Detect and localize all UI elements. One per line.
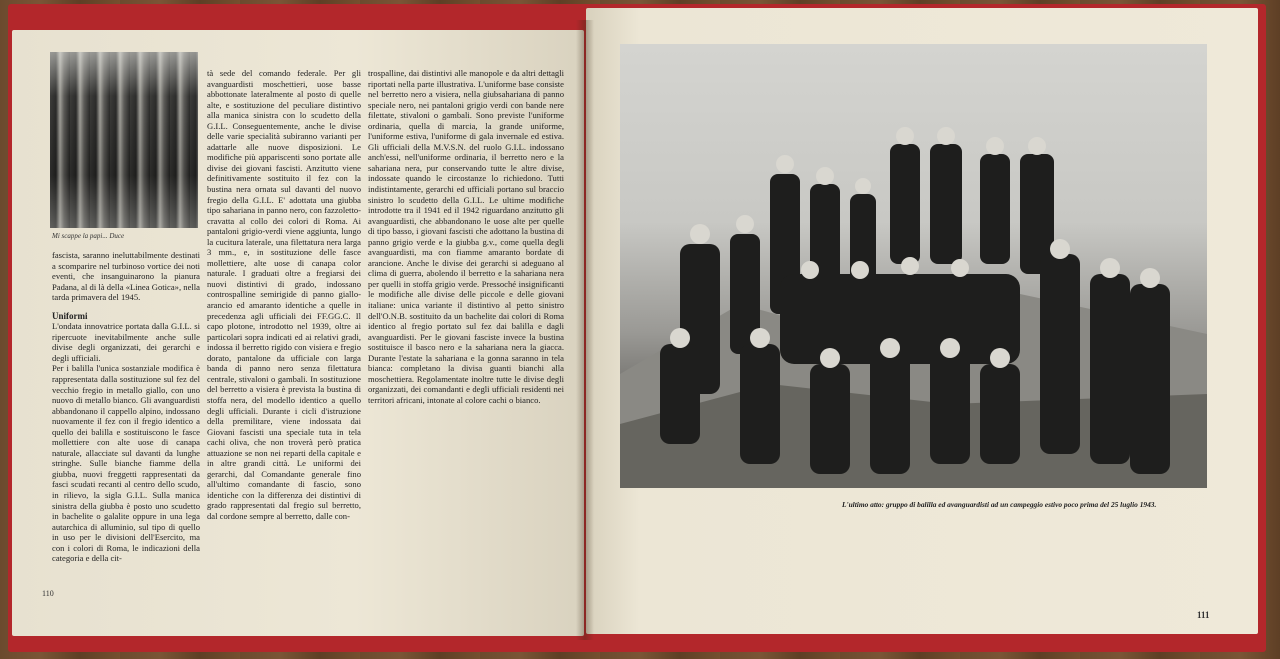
text-column-3: trospalline, dai distintivi alle manopole e da altri dettagli riportati nella parte illustrativa. L'uniforme base consiste nel berretto nero a visiera, nella giubsahariana di panno speciale nero, nei pantaloni grigio verdi con bande nere filettate, stivaloni o gambali. Sono previste l'uniforme ordinaria, quella di marcia, la grande uniforme, l'uniforme estiva, l'uniforme di gala invernale ed estiva. Gli ufficiali della M.V.S.N. del ruolo G.I.L. indossano anch'essi, nell'uniforme ordinaria, il berretto nero e la sahariana nera, pur conservando tutte le altre divise, indossate quando le circostanze lo richiedono. Tutti indistintamente, gerarchi ed ufficiali portano sul braccio sinistro lo scudetto della G.I.L. Le ultime modifiche introdotte tra il 1941 ed il 1942 riguardano anzitutto gli avanguardisti, che abbandonano le uose alte per quelle di tipo basso, i giovani fascisti che adottano la bustina di panno grigio verde e la giubba g.v., come quella degli avanguardisti, ma con fiamme amaranto bordate di arancione. Anche le divise dei gerarchi si adeguano al clima di guerra, abolendo il berretto e la sahariana nera per quelli in stoffa grigio verde. Pressoché insignificanti le modifiche alle divise delle piccole e delle giovani italiane: unica variante il distintivo al petto sinistro dell'O.N.B. sostituito da un bachelite dai colori di Roma identico al fregio portato sul fez dai balilla e dagli avanguardisti. Per le giovani fasciste invece la bustina sostituisce il basco nero e la sahariana nera la giacca. Durante l'estate la sahariana e la gonna saranno in tela bianca: completano la divisa guanti bianchi alla moschettiera. Regolamentate inoltre tutte le divise degli organizzati, dei comandanti e degli ufficiali residenti nei territori africani, intonate al colore cachi o bianco. xyxy=(368,68,564,405)
book-gutter xyxy=(576,20,594,640)
group-photo-figures xyxy=(620,44,1207,488)
page-number-left: 110 xyxy=(42,589,54,598)
text-column-1 xyxy=(52,250,200,564)
small-photo xyxy=(50,52,198,228)
group-photo xyxy=(620,44,1207,488)
page-number-right: 111 xyxy=(1197,610,1210,620)
paragraph: Per i balilla l'unica sostanziale modifica è rappresentata dalla sostituzione sul fez del vecchio fregio in metallo giallo, con uno nuovo di metallo bianco. Gli avanguardisti abbandonano il cappello alpino, indossano nuovamente il fez con il fregio identico a quello dei balilla e sostituiscono le fasce mollettiere con alte uose di canapa naturale, allacciate sul davanti da lunghe stringhe. Sulle bianche fiamme della giubba, nuovi freggetti rappresentati da fasci scudati recanti al centro dello scudo, in rilievo, la sigla G.I.L. Sulla manica sinistra della giubba è posto uno scudetto in bachelite o galalite oppure in una lega autarchica di alluminio, sul tipo di quello in uso per le divisioni dell'Esercito, ma con i colori di Roma, le indicazioni della categoria e della cit- xyxy=(52,363,200,564)
text-column-2: tà sede del comando federale. Per gli avanguardisti moschettieri, uose basse abbottonate lateralmente al posto di quelle alte, e sostituzione del peculiare distintivo alla manica sinistra con lo scudetto della G.I.L. Conseguentemente, anche le divise delle varie specialità subiranno varianti per adattarle alle nuove disposizioni. Le modifiche più appariscenti sono portate alle divise dei giovani fascisti. Anzitutto viene definitivamente sostituito il fez con la bustina nera ornata sul davanti del nuovo fregio della G.I.L. E' adottata una giubba tipo sahariana in panno nero, con fazzoletto-cravatta al collo dei colori di Roma. Ai pantaloni grigio-verdi viene aggiunta, lungo la cucitura laterale, una filettatura nera larga 3 mm., e, in sostituzione delle fasce mollettiere, alte uose di canapa color naturale. I graduati oltre a fregiarsi dei nuovi distintivi di grado, indossano controspalline semirigide di panno giallo-arancio ed amaranto identiche a quelle in precedenza agli ufficiali dei FF.GG.C. Il capo plotone, introdotto nel 1939, oltre ai particolari sopra indicati ed ai relativi gradi, indossa il berretto rigido con visiera e fregio dorato, pantalone da ufficiale con larga banda di panno nero senza filettatura centrale, stivaloni o gambali. In sostituzione del berretto a visiera è prevista la bustina di stoffa nera, del modello identico a quello degli ufficiali. Durante i cicli d'istruzione della premilitare, viene indossata dai Giovani fascisti una speciale tuta in tela cachi oliva, che non troverà però pratica attuazione se non nei reparti della capitale e in altre grandi città. Le uniformi dei gerarchi, dal Comandante generale fino all'ultimo comandante di fascio, sono identiche con la differenza dei distintivi di grado rappresentati dal fregio sul berretto, dal cordone sempre al berretto, dalle con- xyxy=(207,68,361,521)
paragraph: L'ondata innovatrice portata dalla G.I.L. si ripercuote inevitabilmente anche sulle divise degli organizzati, dei gerarchi e degli ufficiali. xyxy=(52,321,200,363)
small-photo-caption: Mi scappe la papi... Duce xyxy=(52,232,125,240)
group-photo-caption: L'ultimo atto: gruppo di balilla ed avanguardisti ad un campeggio estivo poco prima del 25 luglio 1943. xyxy=(842,500,1157,509)
paragraph: fascista, saranno ineluttabilmente destinati a scomparire nel turbinoso vortice dei noti eventi, che insanguinarono la pianura Padana, al di là della «Linea Gotica», nella tarda primavera del 1945. xyxy=(52,250,200,303)
section-heading: Uniformi xyxy=(52,310,88,321)
